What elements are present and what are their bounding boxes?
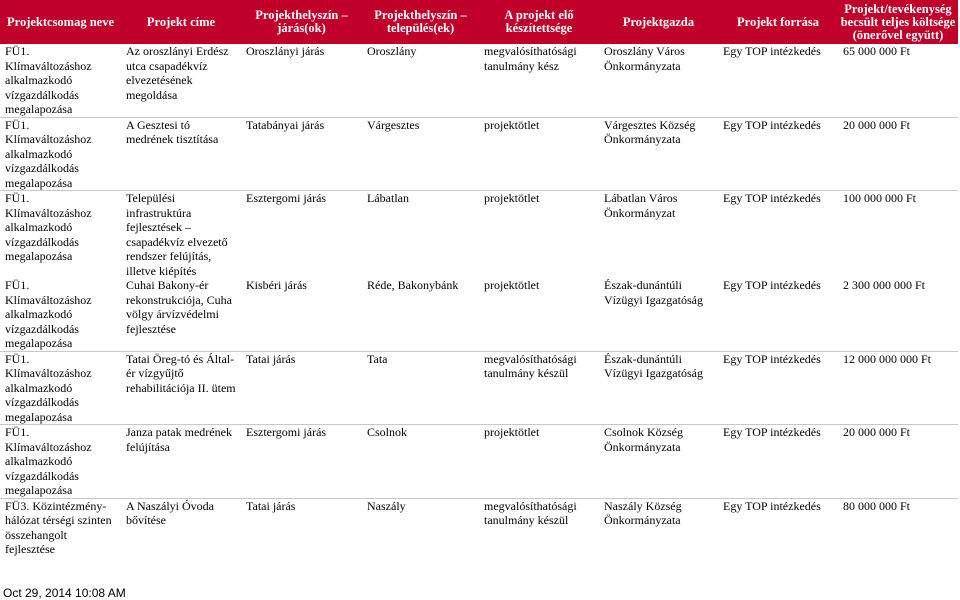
cell-owner: Várgesztes Község Önkormányzata [604, 117, 696, 146]
cell-source: Egy TOP intézkedés [723, 278, 821, 292]
cell-owner: Naszály Község Önkormányzata [604, 498, 682, 527]
cell-district: Esztergomi járás [246, 425, 327, 439]
cell-settlement: Csolnok [367, 425, 408, 439]
cell-district: Tatabányai járás [246, 117, 325, 132]
cell-settlement: Lábatlan [367, 191, 409, 205]
cell-title: Cuhai Bakony-ér rekonstrukciója, Cuha völgy árvízvédelmi fejlesztése [126, 278, 232, 336]
header-readiness: A projekt elő készítettsége [479, 0, 599, 44]
table-row [0, 191, 958, 278]
cell-owner: Oroszlány Város Önkormányzata [604, 44, 685, 73]
cell-owner: Észak-dunántúli Vízügyi Igazgatóság [604, 351, 703, 380]
cell-cost: 100 000 000 Ft [843, 191, 917, 205]
cell-source: Egy TOP intézkedés [723, 117, 821, 132]
cell-source: Egy TOP intézkedés [723, 44, 821, 58]
cell-district: Tatai járás [246, 498, 296, 513]
cell-readiness: megvalósíthatósági tanulmány készül [484, 351, 577, 380]
cell-district: Esztergomi járás [246, 191, 327, 205]
cell-settlement: Várgesztes [367, 117, 420, 132]
cell-settlement: Tata [367, 351, 388, 366]
cell-title: A Gesztesi tó medrének tisztítása [126, 117, 219, 146]
cell-title: Az oroszlányi Erdész utca csapadékvíz elvezetésének megoldása [126, 44, 229, 102]
table-row [0, 352, 958, 425]
header-title: Projekt címe [121, 0, 241, 44]
header-settlement: Projekthelyszín – település(ek) [362, 0, 479, 44]
cell-title: Települési infrastruktúra fejlesztések – csapadékvíz elvezető rendszer felújítás, illetve kiépítés [126, 191, 228, 278]
header-package: Projektcsomag neve [0, 0, 121, 44]
table-row [0, 425, 958, 498]
cell-title: Janza patak medrének felújítása [126, 425, 232, 454]
header-cost: Projekt/tevékenység becsült teljes költsége (önerővel együtt) [838, 0, 958, 44]
cell-package: FÜ3. Közintézmény-hálózat térségi szinten összehangolt fejlesztése [5, 498, 112, 556]
cell-settlement: Oroszlány [367, 44, 417, 58]
header-source: Projekt forrása [718, 0, 838, 44]
cell-readiness: projektötlet [484, 425, 540, 439]
cell-readiness: projektötlet [484, 278, 540, 292]
cell-settlement: Réde, Bakonybánk [367, 278, 459, 292]
cell-package: FÜ1. Klímaváltozáshoz alkalmazkodó vízgazdálkodás megalapozása [5, 278, 92, 350]
cell-package: FÜ1. Klímaváltozáshoz alkalmazkodó vízgazdálkodás megalapozása [5, 191, 92, 263]
cell-package: FÜ1. Klímaváltozáshoz alkalmazkodó vízgazdálkodás megalapozása [5, 117, 92, 190]
cell-source: Egy TOP intézkedés [723, 425, 821, 439]
cell-source: Egy TOP intézkedés [723, 498, 821, 513]
cell-title: Tatai Öreg-tó és Által-ér vízgyűjtő rehabilitációja II. ütem [126, 351, 236, 395]
cell-readiness: megvalósíthatósági tanulmány kész [484, 44, 577, 73]
cell-district: Tatai járás [246, 351, 296, 366]
cell-readiness: megvalósíthatósági tanulmány készül [484, 498, 577, 527]
header-owner: Projektgazda [599, 0, 718, 44]
header-district: Projekthelyszín – járás(ok) [241, 0, 362, 44]
header-row [0, 0, 958, 44]
cell-cost: 65 000 000 Ft [843, 44, 911, 58]
cell-district: Kisbéri járás [246, 278, 307, 292]
cell-cost: 20 000 000 Ft [843, 117, 911, 132]
cell-source: Egy TOP intézkedés [723, 191, 821, 205]
cell-district: Oroszlányi járás [246, 44, 325, 58]
table-row [0, 278, 958, 351]
cell-cost: 2 300 000 000 Ft [843, 278, 926, 292]
cell-owner: Lábatlan Város Önkormányzat [604, 191, 678, 220]
cell-source: Egy TOP intézkedés [723, 351, 821, 366]
print-timestamp: Oct 29, 2014 10:08 AM [3, 586, 126, 600]
table-row [0, 44, 958, 117]
cell-owner: Csolnok Község Önkormányzata [604, 425, 683, 454]
table-row [0, 499, 958, 563]
cell-cost: 20 000 000 Ft [843, 425, 911, 439]
cell-package: FÜ1. Klímaváltozáshoz alkalmazkodó vízgazdálkodás megalapozása [5, 44, 92, 116]
table-row [0, 118, 958, 191]
cell-cost: 80 000 000 Ft [843, 498, 911, 513]
cell-settlement: Naszály [367, 498, 406, 513]
cell-readiness: projektötlet [484, 117, 540, 132]
cell-cost: 12 000 000 000 Ft [843, 351, 932, 366]
cell-package: FÜ1. Klímaváltozáshoz alkalmazkodó vízgazdálkodás megalapozása [5, 351, 92, 424]
cell-owner: Észak-dunántúli Vízügyi Igazgatóság [604, 278, 703, 307]
cell-readiness: projektötlet [484, 191, 540, 205]
cell-title: A Naszályi Óvoda bővítése [126, 498, 214, 527]
cell-package: FÜ1. Klímaváltozáshoz alkalmazkodó vízgazdálkodás megalapozása [5, 425, 92, 497]
